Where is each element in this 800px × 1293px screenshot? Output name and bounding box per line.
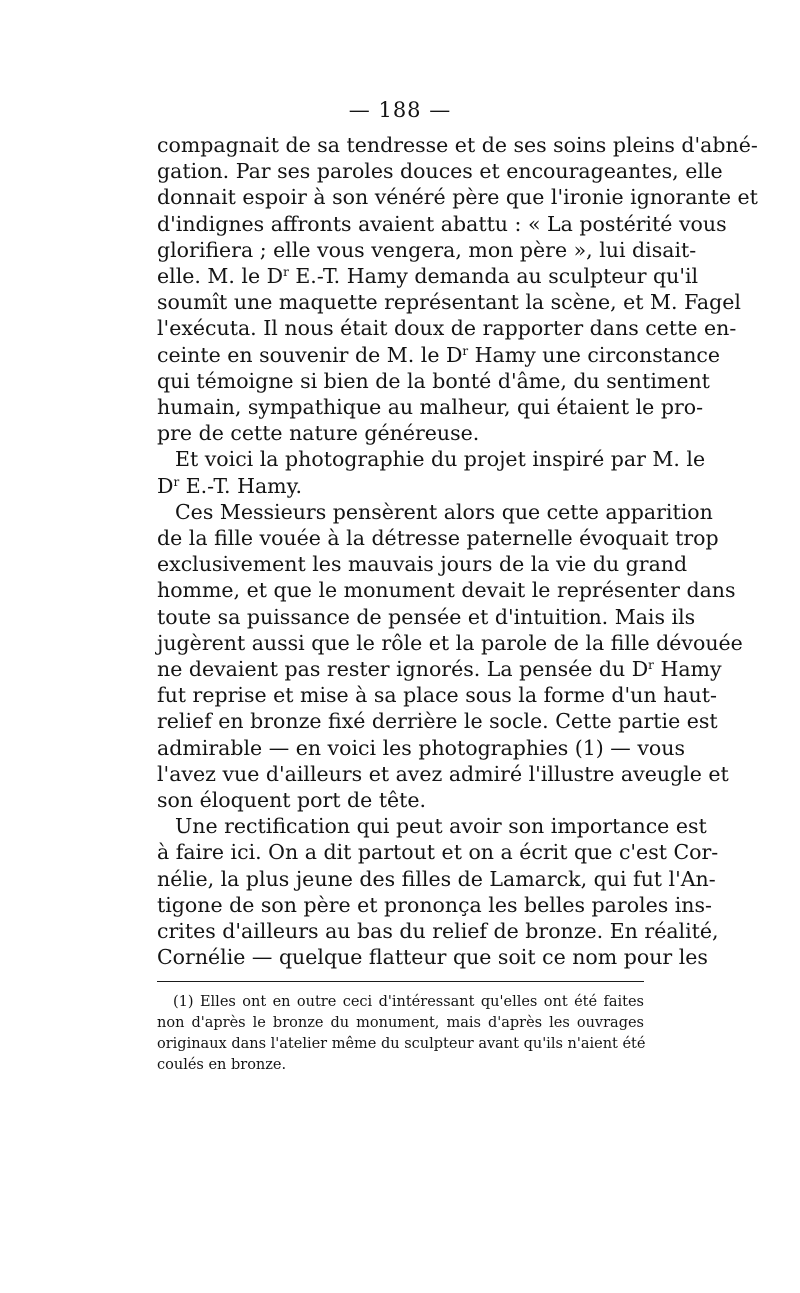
superscript: r [648,658,654,673]
superscript: r [462,343,469,358]
text-line [157,473,644,499]
text-line [157,656,722,682]
text-line: relief en bronze fixé derrière le socle. Cette partie est [157,709,718,734]
footnote-line: originaux dans l'atelier même du sculpteur avant qu'ils n'aient été [157,1036,646,1052]
text-line: gation. Par ses paroles douces et encourageantes, elle [157,159,723,184]
text-segment: Hamy [653,657,722,682]
text-line: pre de cette nature généreuse. [157,421,480,446]
text-line: Ces Messieurs pensèrent alors que cette apparition [175,499,713,524]
text-line [157,263,699,289]
paragraph-3 [157,499,743,813]
text-line: d'indignes affronts avaient abattu : « La postérité vous [157,211,727,236]
text-line: Et voici la photographie du projet inspiré par M. le [175,447,706,472]
text-line: tigone de son père et prononça les belles paroles ins- [157,892,712,917]
text-line: qui témoigne si bien de la bonté d'âme, du sentiment [157,368,710,393]
text-line: homme, et que le monument devait le représenter dans [157,578,736,603]
text-line: de la fille vouée à la détresse paternelle évoquait trop [157,526,719,551]
superscript: r [173,474,180,489]
text-segment: ne devaient pas rester ignorés. La pensée du D [157,657,649,682]
text-line: son éloquent port de tête. [157,788,427,813]
text-segment: elle. M. le D [157,264,284,289]
text-line: Une rectification qui peut avoir son importance est [175,814,707,839]
text-line: à faire ici. On a dit partout et on a écrit que c'est Cor- [157,840,719,865]
text-segment: Hamy une circonstance [468,342,721,367]
paragraph-4 [157,813,719,970]
text-line: compagnait de sa tendresse et de ses soins pleins d'abné- [157,133,758,157]
text-line: humain, sympathique au malheur, qui étaient le pro- [157,395,704,420]
text-line: fut reprise et mise à sa place sous la forme d'un haut- [157,683,717,708]
text-segment: ceinte en souvenir de M. le D [157,342,463,367]
footnote-divider [157,981,644,982]
page-number: — 188 — [348,98,452,122]
main-text [157,132,758,971]
footnote [157,992,644,1076]
text-segment: D [157,473,174,498]
text-line: exclusivement les mauvais jours de la vie du grand [157,552,688,577]
text-line: l'avez vue d'ailleurs et avez admiré l'illustre aveugle et [157,761,729,786]
text-line: l'exécuta. Il nous était doux de rapporter dans cette en- [157,316,737,341]
text-line: donnait espoir à son vénéré père que l'ironie ignorante et [157,185,758,210]
superscript: r [283,265,289,280]
text-line: nélie, la plus jeune des filles de Lamarck, qui fut l'An- [157,866,716,891]
text-line: Cornélie — quelque flatteur que soit ce nom pour les [157,945,708,970]
footnote-line: (1) Elles ont en outre ceci d'intéressant qu'elles ont été faites [173,994,644,1010]
text-line: jugèrent aussi que le rôle et la parole de la fille dévouée [157,630,743,655]
text-line: admirable — en voici les photographies (1) — vous [157,735,685,760]
text-line: soumît une maquette représentant la scène, et M. Fagel [157,290,741,315]
text-line: crites d'ailleurs au bas du relief de bronze. En réalité, [157,919,719,944]
footnote-line: coulés en bronze. [157,1057,287,1073]
text-line: toute sa puissance de pensée et d'intuition. Mais ils [157,604,696,629]
text-segment: E.-T. Hamy demanda au sculpteur qu'il [288,264,699,289]
paragraph-1 [157,132,758,446]
text-line [157,342,721,368]
footnote-line: non d'après le bronze du monument, mais d'après les ouvrages [157,1015,644,1031]
text-line: glorifiera ; elle vous vengera, mon père », lui disait- [157,237,697,262]
paragraph-2 [157,446,706,498]
text-segment: E.-T. Hamy. [179,473,302,498]
